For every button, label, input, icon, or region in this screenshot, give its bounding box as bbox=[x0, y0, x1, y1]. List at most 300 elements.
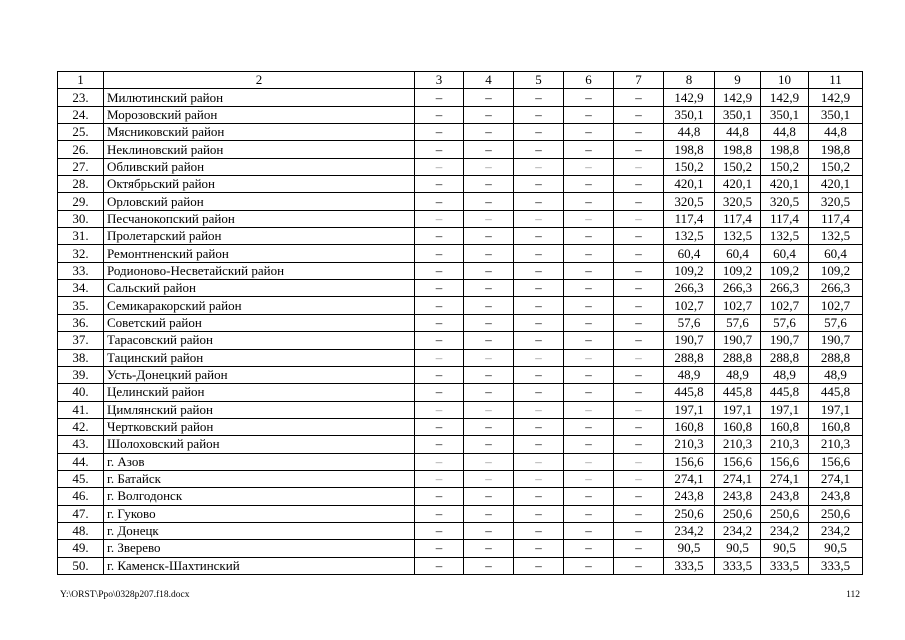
empty-value-cell: – bbox=[614, 436, 664, 453]
empty-value-cell: – bbox=[614, 193, 664, 210]
value-cell: 350,1 bbox=[715, 106, 761, 123]
empty-value-cell: – bbox=[564, 124, 614, 141]
district-name-cell: Пролетарский район bbox=[104, 228, 415, 245]
value-cell: 150,2 bbox=[664, 158, 715, 175]
value-cell: 117,4 bbox=[761, 210, 809, 227]
empty-value-cell: – bbox=[464, 314, 514, 331]
empty-value-cell: – bbox=[415, 418, 464, 435]
empty-value-cell: – bbox=[415, 540, 464, 557]
table-row bbox=[58, 106, 863, 123]
empty-value-cell: – bbox=[464, 228, 514, 245]
value-cell: 250,6 bbox=[715, 505, 761, 522]
empty-value-cell: – bbox=[415, 89, 464, 106]
row-number-cell: 48. bbox=[58, 522, 104, 539]
row-number-cell: 33. bbox=[58, 262, 104, 279]
empty-value-cell: – bbox=[514, 158, 564, 175]
empty-value-cell: – bbox=[564, 332, 614, 349]
value-cell: 142,9 bbox=[664, 89, 715, 106]
row-number-cell: 43. bbox=[58, 436, 104, 453]
table-row bbox=[58, 522, 863, 539]
value-cell: 57,6 bbox=[715, 314, 761, 331]
district-name-cell: Шолоховский район bbox=[104, 436, 415, 453]
empty-value-cell: – bbox=[415, 193, 464, 210]
table-row bbox=[58, 158, 863, 175]
empty-value-cell: – bbox=[464, 436, 514, 453]
row-number-cell: 44. bbox=[58, 453, 104, 470]
empty-value-cell: – bbox=[464, 332, 514, 349]
value-cell: 48,9 bbox=[664, 366, 715, 383]
value-cell: 48,9 bbox=[715, 366, 761, 383]
district-name-cell: г. Гуково bbox=[104, 505, 415, 522]
district-name-cell: г. Азов bbox=[104, 453, 415, 470]
value-cell: 48,9 bbox=[761, 366, 809, 383]
value-cell: 274,1 bbox=[664, 470, 715, 487]
row-number-cell: 26. bbox=[58, 141, 104, 158]
empty-value-cell: – bbox=[564, 158, 614, 175]
empty-value-cell: – bbox=[514, 124, 564, 141]
empty-value-cell: – bbox=[614, 228, 664, 245]
value-cell: 333,5 bbox=[761, 557, 809, 574]
empty-value-cell: – bbox=[464, 297, 514, 314]
empty-value-cell: – bbox=[564, 280, 614, 297]
table-row bbox=[58, 349, 863, 366]
empty-value-cell: – bbox=[614, 418, 664, 435]
empty-value-cell: – bbox=[514, 349, 564, 366]
empty-value-cell: – bbox=[564, 401, 614, 418]
empty-value-cell: – bbox=[415, 349, 464, 366]
value-cell: 57,6 bbox=[809, 314, 863, 331]
value-cell: 156,6 bbox=[809, 453, 863, 470]
district-name-cell: Тацинский район bbox=[104, 349, 415, 366]
empty-value-cell: – bbox=[464, 262, 514, 279]
district-name-cell: Мясниковский район bbox=[104, 124, 415, 141]
row-number-cell: 30. bbox=[58, 210, 104, 227]
empty-value-cell: – bbox=[514, 297, 564, 314]
value-cell: 109,2 bbox=[715, 262, 761, 279]
empty-value-cell: – bbox=[415, 453, 464, 470]
empty-value-cell: – bbox=[464, 488, 514, 505]
empty-value-cell: – bbox=[514, 540, 564, 557]
row-number-cell: 47. bbox=[58, 505, 104, 522]
empty-value-cell: – bbox=[564, 297, 614, 314]
table-row bbox=[58, 193, 863, 210]
value-cell: 274,1 bbox=[809, 470, 863, 487]
value-cell: 243,8 bbox=[715, 488, 761, 505]
value-cell: 333,5 bbox=[809, 557, 863, 574]
empty-value-cell: – bbox=[564, 141, 614, 158]
value-cell: 198,8 bbox=[664, 141, 715, 158]
value-cell: 132,5 bbox=[761, 228, 809, 245]
table-row bbox=[58, 366, 863, 383]
empty-value-cell: – bbox=[564, 262, 614, 279]
value-cell: 445,8 bbox=[715, 384, 761, 401]
table-row bbox=[58, 557, 863, 574]
row-number-cell: 23. bbox=[58, 89, 104, 106]
value-cell: 243,8 bbox=[761, 488, 809, 505]
table-row bbox=[58, 384, 863, 401]
row-number-cell: 39. bbox=[58, 366, 104, 383]
value-cell: 266,3 bbox=[761, 280, 809, 297]
value-cell: 60,4 bbox=[715, 245, 761, 262]
empty-value-cell: – bbox=[564, 522, 614, 539]
empty-value-cell: – bbox=[564, 228, 614, 245]
district-name-cell: Октябрьский район bbox=[104, 176, 415, 193]
value-cell: 234,2 bbox=[809, 522, 863, 539]
empty-value-cell: – bbox=[614, 280, 664, 297]
value-cell: 198,8 bbox=[761, 141, 809, 158]
value-cell: 109,2 bbox=[761, 262, 809, 279]
district-name-cell: Морозовский район bbox=[104, 106, 415, 123]
empty-value-cell: – bbox=[514, 384, 564, 401]
value-cell: 160,8 bbox=[664, 418, 715, 435]
empty-value-cell: – bbox=[564, 314, 614, 331]
column-header: 6 bbox=[564, 72, 614, 89]
district-name-cell: Тарасовский район bbox=[104, 332, 415, 349]
empty-value-cell: – bbox=[564, 176, 614, 193]
empty-value-cell: – bbox=[464, 366, 514, 383]
row-number-cell: 45. bbox=[58, 470, 104, 487]
empty-value-cell: – bbox=[415, 280, 464, 297]
empty-value-cell: – bbox=[614, 141, 664, 158]
empty-value-cell: – bbox=[415, 401, 464, 418]
empty-value-cell: – bbox=[415, 210, 464, 227]
empty-value-cell: – bbox=[614, 89, 664, 106]
row-number-cell: 24. bbox=[58, 106, 104, 123]
value-cell: 210,3 bbox=[715, 436, 761, 453]
value-cell: 234,2 bbox=[715, 522, 761, 539]
column-header: 9 bbox=[715, 72, 761, 89]
value-cell: 288,8 bbox=[761, 349, 809, 366]
table-row bbox=[58, 540, 863, 557]
empty-value-cell: – bbox=[564, 557, 614, 574]
empty-value-cell: – bbox=[514, 332, 564, 349]
row-number-cell: 36. bbox=[58, 314, 104, 331]
empty-value-cell: – bbox=[415, 505, 464, 522]
value-cell: 350,1 bbox=[809, 106, 863, 123]
district-name-cell: Орловский район bbox=[104, 193, 415, 210]
column-header: 2 bbox=[104, 72, 415, 89]
empty-value-cell: – bbox=[614, 557, 664, 574]
value-cell: 320,5 bbox=[715, 193, 761, 210]
empty-value-cell: – bbox=[415, 384, 464, 401]
empty-value-cell: – bbox=[614, 522, 664, 539]
empty-value-cell: – bbox=[464, 193, 514, 210]
value-cell: 250,6 bbox=[809, 505, 863, 522]
empty-value-cell: – bbox=[514, 210, 564, 227]
empty-value-cell: – bbox=[415, 158, 464, 175]
district-name-cell: Обливский район bbox=[104, 158, 415, 175]
empty-value-cell: – bbox=[514, 314, 564, 331]
district-name-cell: Советский район bbox=[104, 314, 415, 331]
value-cell: 197,1 bbox=[715, 401, 761, 418]
empty-value-cell: – bbox=[464, 89, 514, 106]
empty-value-cell: – bbox=[514, 557, 564, 574]
value-cell: 156,6 bbox=[715, 453, 761, 470]
empty-value-cell: – bbox=[415, 297, 464, 314]
empty-value-cell: – bbox=[614, 245, 664, 262]
empty-value-cell: – bbox=[564, 505, 614, 522]
value-cell: 44,8 bbox=[664, 124, 715, 141]
empty-value-cell: – bbox=[614, 540, 664, 557]
value-cell: 142,9 bbox=[761, 89, 809, 106]
row-number-cell: 49. bbox=[58, 540, 104, 557]
value-cell: 274,1 bbox=[761, 470, 809, 487]
value-cell: 333,5 bbox=[664, 557, 715, 574]
district-name-cell: г. Батайск bbox=[104, 470, 415, 487]
empty-value-cell: – bbox=[514, 228, 564, 245]
value-cell: 210,3 bbox=[761, 436, 809, 453]
empty-value-cell: – bbox=[464, 522, 514, 539]
empty-value-cell: – bbox=[514, 141, 564, 158]
value-cell: 445,8 bbox=[761, 384, 809, 401]
value-cell: 142,9 bbox=[809, 89, 863, 106]
district-name-cell: Семикаракорский район bbox=[104, 297, 415, 314]
value-cell: 243,8 bbox=[809, 488, 863, 505]
empty-value-cell: – bbox=[514, 470, 564, 487]
table-row bbox=[58, 436, 863, 453]
value-cell: 102,7 bbox=[664, 297, 715, 314]
value-cell: 198,8 bbox=[715, 141, 761, 158]
row-number-cell: 27. bbox=[58, 158, 104, 175]
value-cell: 350,1 bbox=[761, 106, 809, 123]
empty-value-cell: – bbox=[514, 89, 564, 106]
value-cell: 90,5 bbox=[715, 540, 761, 557]
value-cell: 250,6 bbox=[664, 505, 715, 522]
empty-value-cell: – bbox=[464, 470, 514, 487]
value-cell: 156,6 bbox=[664, 453, 715, 470]
value-cell: 60,4 bbox=[761, 245, 809, 262]
column-header: 5 bbox=[514, 72, 564, 89]
value-cell: 44,8 bbox=[761, 124, 809, 141]
row-number-cell: 42. bbox=[58, 418, 104, 435]
value-cell: 132,5 bbox=[664, 228, 715, 245]
value-cell: 102,7 bbox=[761, 297, 809, 314]
empty-value-cell: – bbox=[564, 349, 614, 366]
row-number-cell: 37. bbox=[58, 332, 104, 349]
empty-value-cell: – bbox=[415, 557, 464, 574]
empty-value-cell: – bbox=[415, 176, 464, 193]
value-cell: 266,3 bbox=[715, 280, 761, 297]
value-cell: 190,7 bbox=[809, 332, 863, 349]
empty-value-cell: – bbox=[415, 366, 464, 383]
empty-value-cell: – bbox=[464, 124, 514, 141]
empty-value-cell: – bbox=[564, 384, 614, 401]
empty-value-cell: – bbox=[415, 262, 464, 279]
empty-value-cell: – bbox=[614, 366, 664, 383]
empty-value-cell: – bbox=[415, 124, 464, 141]
value-cell: 320,5 bbox=[664, 193, 715, 210]
value-cell: 160,8 bbox=[761, 418, 809, 435]
value-cell: 274,1 bbox=[715, 470, 761, 487]
empty-value-cell: – bbox=[514, 176, 564, 193]
district-name-cell: Родионово-Несветайский район bbox=[104, 262, 415, 279]
value-cell: 90,5 bbox=[761, 540, 809, 557]
row-number-cell: 31. bbox=[58, 228, 104, 245]
empty-value-cell: – bbox=[415, 332, 464, 349]
empty-value-cell: – bbox=[464, 540, 514, 557]
district-name-cell: г. Волгодонск bbox=[104, 488, 415, 505]
district-name-cell: Милютинский район bbox=[104, 89, 415, 106]
value-cell: 60,4 bbox=[809, 245, 863, 262]
value-cell: 150,2 bbox=[715, 158, 761, 175]
value-cell: 190,7 bbox=[664, 332, 715, 349]
table-header-row bbox=[58, 72, 863, 89]
value-cell: 190,7 bbox=[715, 332, 761, 349]
empty-value-cell: – bbox=[464, 176, 514, 193]
value-cell: 288,8 bbox=[715, 349, 761, 366]
empty-value-cell: – bbox=[464, 401, 514, 418]
data-table bbox=[57, 71, 863, 575]
row-number-cell: 25. bbox=[58, 124, 104, 141]
value-cell: 420,1 bbox=[809, 176, 863, 193]
empty-value-cell: – bbox=[464, 158, 514, 175]
empty-value-cell: – bbox=[464, 418, 514, 435]
empty-value-cell: – bbox=[415, 141, 464, 158]
empty-value-cell: – bbox=[514, 522, 564, 539]
empty-value-cell: – bbox=[564, 89, 614, 106]
district-name-cell: г. Донецк bbox=[104, 522, 415, 539]
value-cell: 266,3 bbox=[809, 280, 863, 297]
value-cell: 288,8 bbox=[809, 349, 863, 366]
table-row bbox=[58, 280, 863, 297]
column-header: 11 bbox=[809, 72, 863, 89]
value-cell: 109,2 bbox=[664, 262, 715, 279]
table-row bbox=[58, 488, 863, 505]
district-name-cell: Чертковский район bbox=[104, 418, 415, 435]
district-name-cell: Усть-Донецкий район bbox=[104, 366, 415, 383]
empty-value-cell: – bbox=[614, 297, 664, 314]
table-row bbox=[58, 314, 863, 331]
table-row bbox=[58, 89, 863, 106]
table-row bbox=[58, 245, 863, 262]
value-cell: 117,4 bbox=[715, 210, 761, 227]
empty-value-cell: – bbox=[415, 228, 464, 245]
value-cell: 288,8 bbox=[664, 349, 715, 366]
district-name-cell: Целинский район bbox=[104, 384, 415, 401]
empty-value-cell: – bbox=[614, 453, 664, 470]
empty-value-cell: – bbox=[614, 262, 664, 279]
empty-value-cell: – bbox=[614, 349, 664, 366]
value-cell: 132,5 bbox=[809, 228, 863, 245]
empty-value-cell: – bbox=[514, 280, 564, 297]
value-cell: 333,5 bbox=[715, 557, 761, 574]
value-cell: 150,2 bbox=[761, 158, 809, 175]
value-cell: 198,8 bbox=[809, 141, 863, 158]
value-cell: 250,6 bbox=[761, 505, 809, 522]
empty-value-cell: – bbox=[614, 384, 664, 401]
column-header: 7 bbox=[614, 72, 664, 89]
empty-value-cell: – bbox=[464, 384, 514, 401]
empty-value-cell: – bbox=[464, 453, 514, 470]
table-row bbox=[58, 124, 863, 141]
value-cell: 156,6 bbox=[761, 453, 809, 470]
empty-value-cell: – bbox=[564, 540, 614, 557]
empty-value-cell: – bbox=[614, 124, 664, 141]
table-row bbox=[58, 470, 863, 487]
empty-value-cell: – bbox=[514, 401, 564, 418]
empty-value-cell: – bbox=[564, 106, 614, 123]
table-body bbox=[58, 72, 863, 575]
empty-value-cell: – bbox=[564, 488, 614, 505]
empty-value-cell: – bbox=[614, 332, 664, 349]
value-cell: 320,5 bbox=[809, 193, 863, 210]
value-cell: 102,7 bbox=[809, 297, 863, 314]
value-cell: 243,8 bbox=[664, 488, 715, 505]
district-name-cell: Неклиновский район bbox=[104, 141, 415, 158]
empty-value-cell: – bbox=[464, 106, 514, 123]
empty-value-cell: – bbox=[514, 193, 564, 210]
value-cell: 420,1 bbox=[715, 176, 761, 193]
value-cell: 150,2 bbox=[809, 158, 863, 175]
table-row bbox=[58, 210, 863, 227]
column-header: 8 bbox=[664, 72, 715, 89]
district-name-cell: Сальский район bbox=[104, 280, 415, 297]
empty-value-cell: – bbox=[614, 106, 664, 123]
value-cell: 210,3 bbox=[809, 436, 863, 453]
value-cell: 190,7 bbox=[761, 332, 809, 349]
value-cell: 60,4 bbox=[664, 245, 715, 262]
empty-value-cell: – bbox=[514, 106, 564, 123]
table-row bbox=[58, 228, 863, 245]
district-name-cell: Цимлянский район bbox=[104, 401, 415, 418]
empty-value-cell: – bbox=[614, 158, 664, 175]
empty-value-cell: – bbox=[514, 453, 564, 470]
value-cell: 57,6 bbox=[761, 314, 809, 331]
empty-value-cell: – bbox=[464, 210, 514, 227]
footer-page-number: 112 bbox=[846, 590, 860, 600]
table-row bbox=[58, 297, 863, 314]
value-cell: 102,7 bbox=[715, 297, 761, 314]
empty-value-cell: – bbox=[564, 418, 614, 435]
empty-value-cell: – bbox=[514, 262, 564, 279]
table-row bbox=[58, 418, 863, 435]
row-number-cell: 40. bbox=[58, 384, 104, 401]
table-row bbox=[58, 176, 863, 193]
value-cell: 142,9 bbox=[715, 89, 761, 106]
value-cell: 117,4 bbox=[664, 210, 715, 227]
row-number-cell: 28. bbox=[58, 176, 104, 193]
value-cell: 57,6 bbox=[664, 314, 715, 331]
row-number-cell: 34. bbox=[58, 280, 104, 297]
value-cell: 90,5 bbox=[809, 540, 863, 557]
empty-value-cell: – bbox=[415, 488, 464, 505]
value-cell: 350,1 bbox=[664, 106, 715, 123]
empty-value-cell: – bbox=[464, 557, 514, 574]
row-number-cell: 35. bbox=[58, 297, 104, 314]
value-cell: 266,3 bbox=[664, 280, 715, 297]
empty-value-cell: – bbox=[415, 314, 464, 331]
column-header: 1 bbox=[58, 72, 104, 89]
value-cell: 234,2 bbox=[761, 522, 809, 539]
empty-value-cell: – bbox=[464, 280, 514, 297]
value-cell: 320,5 bbox=[761, 193, 809, 210]
district-name-cell: Песчанокопский район bbox=[104, 210, 415, 227]
empty-value-cell: – bbox=[464, 141, 514, 158]
row-number-cell: 41. bbox=[58, 401, 104, 418]
table-row bbox=[58, 453, 863, 470]
empty-value-cell: – bbox=[614, 505, 664, 522]
value-cell: 197,1 bbox=[664, 401, 715, 418]
table-row bbox=[58, 262, 863, 279]
table-row bbox=[58, 332, 863, 349]
value-cell: 445,8 bbox=[809, 384, 863, 401]
empty-value-cell: – bbox=[415, 522, 464, 539]
column-header: 10 bbox=[761, 72, 809, 89]
value-cell: 44,8 bbox=[809, 124, 863, 141]
empty-value-cell: – bbox=[514, 505, 564, 522]
value-cell: 48,9 bbox=[809, 366, 863, 383]
value-cell: 234,2 bbox=[664, 522, 715, 539]
